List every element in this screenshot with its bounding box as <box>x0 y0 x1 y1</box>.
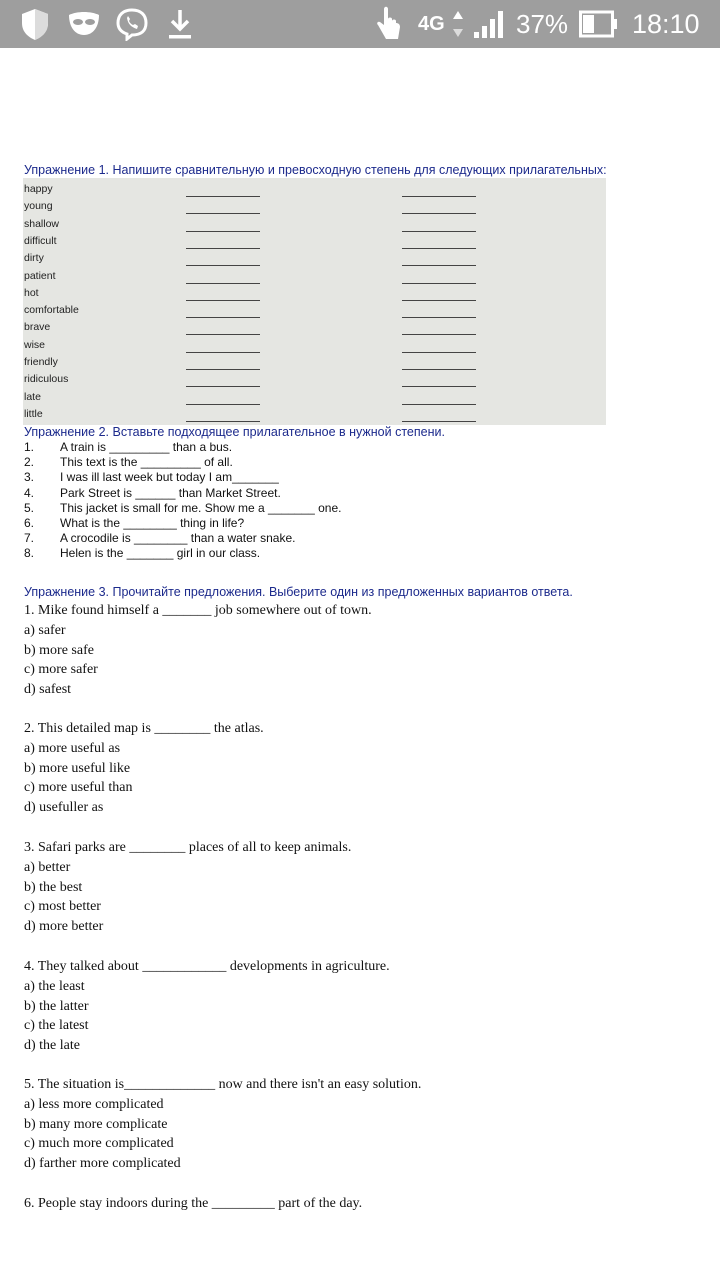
item-text: I was ill last week but today I am_______ <box>60 470 279 485</box>
comparative-blank[interactable] <box>186 386 260 387</box>
item-number: 2. <box>24 455 35 470</box>
question-text: 6. People stay indoors during the _________ part of the day. <box>24 1196 363 1211</box>
superlative-blank[interactable] <box>402 404 476 405</box>
answer-option[interactable]: b) more safe <box>24 642 94 658</box>
status-bar <box>0 0 720 48</box>
answer-option[interactable]: b) more useful like <box>24 760 131 776</box>
answer-option[interactable]: a) more useful as <box>24 741 121 756</box>
superlative-blank[interactable] <box>402 386 476 387</box>
signal-icon <box>470 0 510 48</box>
answer-option[interactable]: a) better <box>24 860 71 875</box>
adjective-word: friendly <box>24 356 58 368</box>
adjective-row <box>24 252 604 269</box>
adjective-row <box>24 356 604 373</box>
adjective-word: comfortable <box>24 304 79 317</box>
answer-option[interactable]: d) the late <box>24 1038 80 1054</box>
mask-icon <box>66 0 102 48</box>
answer-option[interactable]: b) many more complicate <box>24 1116 168 1132</box>
item-text: Helen is the _______ girl in our class. <box>60 546 261 561</box>
question-text: 4. They talked about ____________ developments in agriculture. <box>24 959 390 974</box>
superlative-blank[interactable] <box>402 213 476 214</box>
adjective-word: hot <box>24 286 39 299</box>
adjective-row <box>24 235 604 252</box>
comparative-blank[interactable] <box>186 300 260 301</box>
adjective-word: shallow <box>24 217 60 230</box>
answer-option[interactable]: d) usefuller as <box>24 800 104 816</box>
item-text: A crocodile is ________ than a water snake. <box>60 531 296 546</box>
item-number: 4. <box>24 485 35 500</box>
comparative-blank[interactable] <box>186 421 260 422</box>
item-text: A train is _________ than a bus. <box>60 440 233 454</box>
answer-option[interactable]: a) the least <box>24 979 85 994</box>
exercise3-title: Упражнение 3. Прочитайте предложения. Выберите один из предложенных вариантов ответа. <box>24 585 573 599</box>
exercise2-title: Упражнение 2. Вставьте подходящее прилагательное в нужной степени. <box>24 425 445 439</box>
answer-option[interactable]: c) the latest <box>24 1018 89 1034</box>
updown-arrows-icon <box>450 0 466 48</box>
question-text: 2. This detailed map is ________ the atlas. <box>24 721 264 736</box>
battery-icon <box>578 0 620 48</box>
comparative-blank[interactable] <box>186 369 260 370</box>
comparative-blank[interactable] <box>186 283 260 284</box>
adjective-word: young <box>24 200 53 213</box>
item-number: 5. <box>24 500 35 515</box>
adjective-row <box>24 391 604 408</box>
answer-option[interactable]: c) much more complicated <box>24 1136 174 1152</box>
question-text: 1. Mike found himself a _______ job somewhere out of town. <box>24 603 372 618</box>
document-page <box>0 48 720 1280</box>
answer-option[interactable]: b) the latter <box>24 998 89 1014</box>
superlative-blank[interactable] <box>402 300 476 301</box>
comparative-blank[interactable] <box>186 213 260 214</box>
shield-icon <box>18 0 52 48</box>
comparative-blank[interactable] <box>186 265 260 266</box>
battery-percent: 37% <box>516 9 569 39</box>
clock: 18:10 <box>632 9 700 39</box>
adjective-word: dirty <box>24 252 44 265</box>
superlative-blank[interactable] <box>402 196 476 197</box>
answer-option[interactable]: d) safest <box>24 682 72 698</box>
item-text: What is the ________ thing in life? <box>60 516 245 530</box>
superlative-blank[interactable] <box>402 265 476 266</box>
download-icon <box>164 0 196 48</box>
item-number: 1. <box>24 440 35 454</box>
superlative-blank[interactable] <box>402 317 476 318</box>
answer-option[interactable]: c) more safer <box>24 662 98 678</box>
answer-option[interactable]: d) more better <box>24 919 104 935</box>
superlative-blank[interactable] <box>402 369 476 370</box>
question-text: 3. Safari parks are ________ places of all to keep animals. <box>24 840 352 855</box>
adjective-row <box>24 373 604 390</box>
item-text: This text is the _________ of all. <box>60 455 233 470</box>
superlative-blank[interactable] <box>402 352 476 353</box>
adjective-row <box>24 183 604 200</box>
adjective-word: happy <box>24 183 53 195</box>
answer-option[interactable]: c) more useful than <box>24 780 133 796</box>
comparative-blank[interactable] <box>186 231 260 232</box>
answer-option[interactable]: c) most better <box>24 899 101 915</box>
comparative-blank[interactable] <box>186 334 260 335</box>
superlative-blank[interactable] <box>402 421 476 422</box>
comparative-blank[interactable] <box>186 196 260 197</box>
item-text: This jacket is small for me. Show me a _______ one. <box>60 500 342 515</box>
adjective-row <box>24 321 604 338</box>
superlative-blank[interactable] <box>402 334 476 335</box>
adjective-row <box>24 287 604 304</box>
comparative-blank[interactable] <box>186 317 260 318</box>
adjective-word: patient <box>24 269 56 282</box>
adjective-row <box>24 408 604 425</box>
item-number: 3. <box>24 470 35 485</box>
network-type: 4G <box>418 13 445 35</box>
adjective-row <box>24 200 604 217</box>
adjective-row <box>24 270 604 287</box>
touch-icon <box>370 0 406 48</box>
answer-option[interactable]: d) farther more complicated <box>24 1156 181 1172</box>
adjective-word: wise <box>24 338 46 351</box>
adjective-word: little <box>24 407 43 420</box>
adjective-word: ridiculous <box>24 373 69 386</box>
comparative-blank[interactable] <box>186 352 260 353</box>
item-number: 7. <box>24 531 35 546</box>
superlative-blank[interactable] <box>402 231 476 232</box>
superlative-blank[interactable] <box>402 248 476 249</box>
viber-icon <box>114 0 150 48</box>
superlative-blank[interactable] <box>402 283 476 284</box>
adjective-word: late <box>24 390 41 403</box>
comparative-blank[interactable] <box>186 248 260 249</box>
answer-option[interactable]: b) the best <box>24 879 83 895</box>
exercise1-title: Упражнение 1. Напишите сравнительную и превосходную степень для следующих прилагательных: <box>24 163 607 177</box>
comparative-blank[interactable] <box>186 404 260 405</box>
adjective-word: difficult <box>24 234 57 247</box>
item-number: 6. <box>24 516 35 530</box>
answer-option[interactable]: a) safer <box>24 623 66 638</box>
item-text: Park Street is ______ than Market Street. <box>60 485 281 500</box>
question-text: 5. The situation is_____________ now and there isn't an easy solution. <box>24 1077 422 1092</box>
adjective-row <box>24 339 604 356</box>
answer-option[interactable]: a) less more complicated <box>24 1097 164 1112</box>
adjective-row <box>24 218 604 235</box>
adjective-row <box>24 304 604 321</box>
item-number: 8. <box>24 546 35 561</box>
adjective-word: brave <box>24 321 51 334</box>
